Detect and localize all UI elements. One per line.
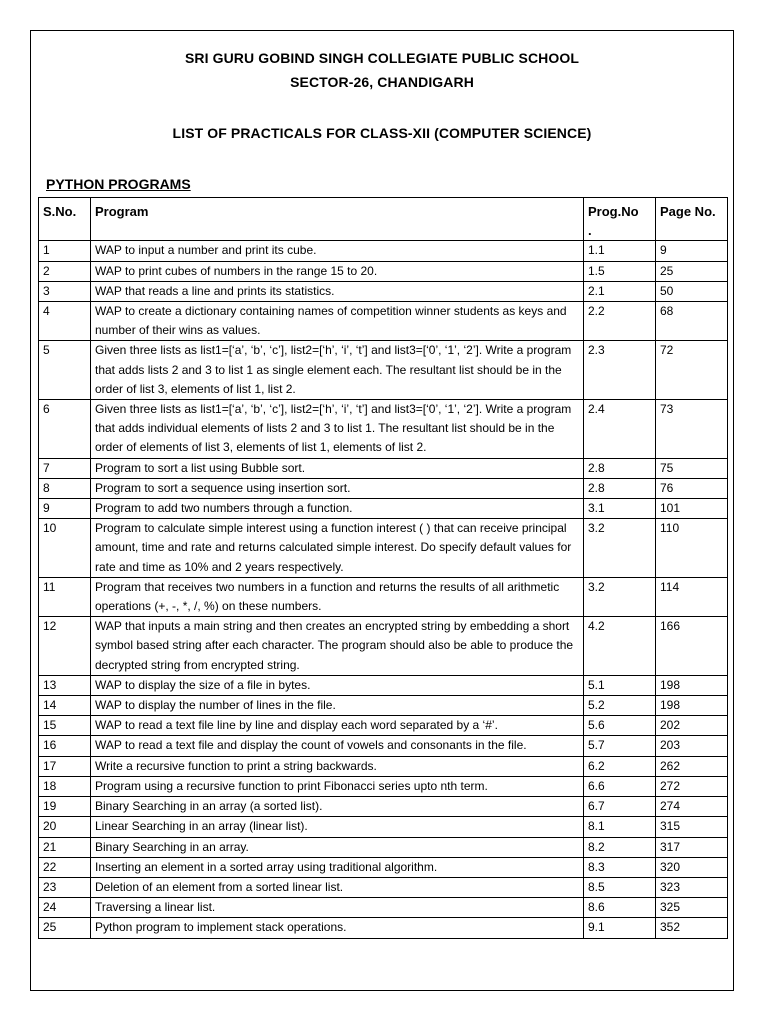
cell-page-no: 198 xyxy=(656,696,728,716)
cell-prog-no: 8.2 xyxy=(584,837,656,857)
cell-program: WAP to create a dictionary containing names of competition winner students as keys and number of their wins as values. xyxy=(91,302,584,341)
cell-sno: 22 xyxy=(39,857,91,877)
cell-sno: 25 xyxy=(39,918,91,938)
cell-sno: 9 xyxy=(39,499,91,519)
cell-page-no: 203 xyxy=(656,736,728,756)
cell-prog-no: 8.5 xyxy=(584,877,656,897)
table-row xyxy=(39,617,728,676)
cell-page-no: 315 xyxy=(656,817,728,837)
cell-sno: 8 xyxy=(39,478,91,498)
cell-prog-no: 8.6 xyxy=(584,898,656,918)
document-title: LIST OF PRACTICALS FOR CLASS-XII (COMPUTER SCIENCE) xyxy=(172,125,592,141)
table-row xyxy=(39,341,728,400)
table-row xyxy=(39,918,728,938)
header-program: Program xyxy=(91,198,584,241)
cell-sno: 1 xyxy=(39,241,91,261)
cell-page-no: 202 xyxy=(656,716,728,736)
cell-sno: 19 xyxy=(39,797,91,817)
cell-page-no: 166 xyxy=(656,617,728,676)
cell-sno: 5 xyxy=(39,341,91,400)
cell-sno: 6 xyxy=(39,400,91,459)
table-row xyxy=(39,577,728,616)
cell-program: Binary Searching in an array (a sorted list). xyxy=(91,797,584,817)
table-row xyxy=(39,837,728,857)
cell-prog-no: 5.1 xyxy=(584,675,656,695)
cell-sno: 23 xyxy=(39,877,91,897)
cell-page-no: 323 xyxy=(656,877,728,897)
table-row xyxy=(39,877,728,897)
cell-prog-no: 1.1 xyxy=(584,241,656,261)
cell-page-no: 50 xyxy=(656,281,728,301)
cell-program: WAP to read a text file and display the count of vowels and consonants in the file. xyxy=(91,736,584,756)
cell-prog-no: 9.1 xyxy=(584,918,656,938)
cell-page-no: 110 xyxy=(656,519,728,578)
table-row xyxy=(39,857,728,877)
cell-sno: 20 xyxy=(39,817,91,837)
table-row xyxy=(39,478,728,498)
table-row xyxy=(39,241,728,261)
table-body xyxy=(39,241,728,938)
cell-prog-no: 2.8 xyxy=(584,478,656,498)
table-row xyxy=(39,776,728,796)
table-row xyxy=(39,261,728,281)
cell-sno: 12 xyxy=(39,617,91,676)
header-page-no: Page No. xyxy=(656,198,728,241)
cell-program: Deletion of an element from a sorted linear list. xyxy=(91,877,584,897)
school-name: SRI GURU GOBIND SINGH COLLEGIATE PUBLIC SCHOOL xyxy=(184,50,579,66)
cell-prog-no: 4.2 xyxy=(584,617,656,676)
cell-page-no: 76 xyxy=(656,478,728,498)
cell-program: WAP to read a text file line by line and display each word separated by a ‘#’. xyxy=(91,716,584,736)
cell-program: Inserting an element in a sorted array using traditional algorithm. xyxy=(91,857,584,877)
cell-program: WAP to input a number and print its cube. xyxy=(91,241,584,261)
cell-prog-no: 2.4 xyxy=(584,400,656,459)
cell-program: Program that receives two numbers in a function and returns the results of all arithmetic operations (+, -, *, /, %) on these numbers. xyxy=(91,577,584,616)
cell-prog-no: 3.1 xyxy=(584,499,656,519)
cell-prog-no: 5.6 xyxy=(584,716,656,736)
cell-sno: 16 xyxy=(39,736,91,756)
cell-sno: 13 xyxy=(39,675,91,695)
table-header-row xyxy=(39,198,728,241)
cell-prog-no: 2.1 xyxy=(584,281,656,301)
cell-sno: 3 xyxy=(39,281,91,301)
cell-page-no: 198 xyxy=(656,675,728,695)
table-row xyxy=(39,675,728,695)
cell-page-no: 274 xyxy=(656,797,728,817)
cell-program: Write a recursive function to print a string backwards. xyxy=(91,756,584,776)
cell-program: Linear Searching in an array (linear list). xyxy=(91,817,584,837)
cell-program: Program to sort a list using Bubble sort. xyxy=(91,458,584,478)
cell-prog-no: 6.2 xyxy=(584,756,656,776)
cell-sno: 21 xyxy=(39,837,91,857)
cell-program: Program to add two numbers through a function. xyxy=(91,499,584,519)
cell-program: WAP to print cubes of numbers in the range 15 to 20. xyxy=(91,261,584,281)
cell-page-no: 325 xyxy=(656,898,728,918)
cell-program: WAP that reads a line and prints its statistics. xyxy=(91,281,584,301)
table-row xyxy=(39,898,728,918)
cell-prog-no: 1.5 xyxy=(584,261,656,281)
cell-program: Program to calculate simple interest using a function interest ( ) that can receive principal amount, time and rate and returns calculated simple interest. Do specify default values for rate and time as 10% and 2 years respectively. xyxy=(91,519,584,578)
cell-page-no: 72 xyxy=(656,341,728,400)
practicals-table xyxy=(38,197,728,939)
table-row xyxy=(39,302,728,341)
cell-program: Given three lists as list1=[‘a’, ‘b’, ‘c’], list2=[‘h’, ‘i’, ‘t’] and list3=[‘0’, ‘1’, ‘2’]. Write a program that adds lists 2 and 3 to list 1 as single element each. The resultant list should be in the order of list 3, elements of list 1, list 2. xyxy=(91,341,584,400)
cell-program: WAP to display the size of a file in bytes. xyxy=(91,675,584,695)
cell-sno: 18 xyxy=(39,776,91,796)
cell-program: Binary Searching in an array. xyxy=(91,837,584,857)
cell-page-no: 317 xyxy=(656,837,728,857)
header-prog-no: Prog.No . xyxy=(584,198,656,241)
cell-prog-no: 2.2 xyxy=(584,302,656,341)
cell-program: WAP that inputs a main string and then creates an encrypted string by embedding a short symbol based string after each character. The program should also be able to produce the decrypted string from encrypted string. xyxy=(91,617,584,676)
cell-sno: 24 xyxy=(39,898,91,918)
table-row xyxy=(39,519,728,578)
cell-sno: 17 xyxy=(39,756,91,776)
table-row xyxy=(39,817,728,837)
cell-page-no: 320 xyxy=(656,857,728,877)
cell-prog-no: 8.1 xyxy=(584,817,656,837)
cell-program: Program to sort a sequence using insertion sort. xyxy=(91,478,584,498)
cell-prog-no: 5.2 xyxy=(584,696,656,716)
cell-prog-no: 2.3 xyxy=(584,341,656,400)
cell-page-no: 272 xyxy=(656,776,728,796)
cell-prog-no: 8.3 xyxy=(584,857,656,877)
cell-program: WAP to display the number of lines in the file. xyxy=(91,696,584,716)
cell-sno: 10 xyxy=(39,519,91,578)
table-row xyxy=(39,400,728,459)
table-row xyxy=(39,736,728,756)
table-row xyxy=(39,281,728,301)
table-row xyxy=(39,716,728,736)
cell-sno: 14 xyxy=(39,696,91,716)
header-sno: S.No. xyxy=(39,198,91,241)
cell-prog-no: 6.6 xyxy=(584,776,656,796)
cell-page-no: 114 xyxy=(656,577,728,616)
cell-sno: 4 xyxy=(39,302,91,341)
table-row xyxy=(39,696,728,716)
cell-page-no: 352 xyxy=(656,918,728,938)
cell-prog-no: 2.8 xyxy=(584,458,656,478)
cell-prog-no: 6.7 xyxy=(584,797,656,817)
cell-sno: 2 xyxy=(39,261,91,281)
cell-sno: 7 xyxy=(39,458,91,478)
cell-prog-no: 5.7 xyxy=(584,736,656,756)
cell-program: Python program to implement stack operations. xyxy=(91,918,584,938)
section-heading: PYTHON PROGRAMS xyxy=(46,176,191,192)
cell-program: Given three lists as list1=[‘a’, ‘b’, ‘c’], list2=[‘h’, ‘i’, ‘t’] and list3=[‘0’, ‘1’, ‘2’]. Write a program that adds individual elements of lists 2 and 3 to list 1. The resultant list should be in the order of elements of list 3, elements of list 1, elements of list 2. xyxy=(91,400,584,459)
cell-prog-no: 3.2 xyxy=(584,519,656,578)
table-row xyxy=(39,797,728,817)
cell-sno: 15 xyxy=(39,716,91,736)
cell-page-no: 75 xyxy=(656,458,728,478)
cell-page-no: 25 xyxy=(656,261,728,281)
table-row xyxy=(39,499,728,519)
cell-page-no: 73 xyxy=(656,400,728,459)
table-row xyxy=(39,756,728,776)
cell-page-no: 262 xyxy=(656,756,728,776)
school-address: SECTOR-26, CHANDIGARH xyxy=(290,74,474,90)
cell-page-no: 101 xyxy=(656,499,728,519)
table-row xyxy=(39,458,728,478)
cell-sno: 11 xyxy=(39,577,91,616)
cell-program: Traversing a linear list. xyxy=(91,898,584,918)
cell-page-no: 9 xyxy=(656,241,728,261)
cell-program: Program using a recursive function to print Fibonacci series upto nth term. xyxy=(91,776,584,796)
cell-page-no: 68 xyxy=(656,302,728,341)
cell-prog-no: 3.2 xyxy=(584,577,656,616)
